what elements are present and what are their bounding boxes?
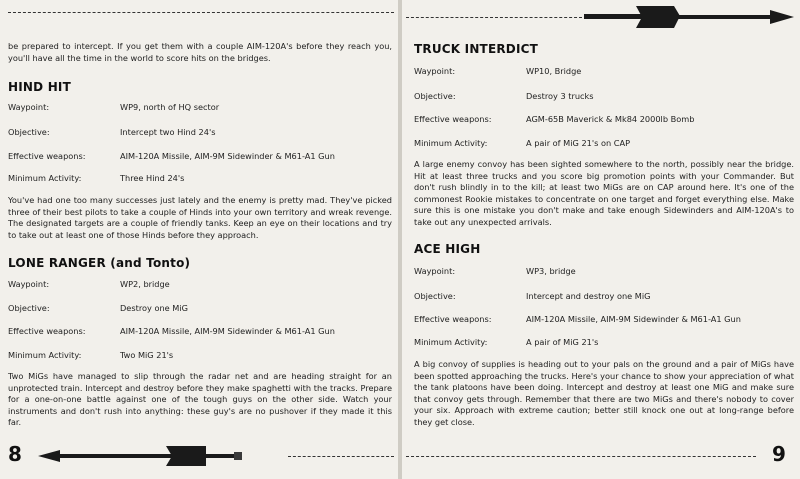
weapons-label: Effective weapons: — [414, 314, 492, 324]
weapons-value: AGM-65B Maverick & Mk84 2000lb Bomb — [526, 114, 695, 124]
activity-value: A pair of MiG 21's — [526, 337, 599, 347]
mission-row-weapons — [414, 113, 794, 125]
mission-title-ace-high: ACE HIGH — [414, 242, 481, 256]
bottom-dashed-rule — [288, 456, 394, 457]
objective-label: Objective: — [414, 291, 456, 301]
left-page — [0, 0, 398, 479]
mission-description-lone-ranger: Two MiGs have managed to slip through the radar net and are heading straight for an unprotected train. Intercept and destroy before they make spaghetti with the tracks. Prepare for a one-on-one battle against one of the tough guys on the other side. Watch your instruments and don't rush into anything: these guy's are no pushover if they made it this far. — [8, 371, 392, 428]
waypoint-value: WP3, bridge — [526, 266, 576, 276]
missile-icon — [38, 446, 278, 466]
weapons-label: Effective weapons: — [8, 151, 86, 161]
page-number-right: 9 — [772, 442, 786, 466]
mission-title-truck-interdict: TRUCK INTERDICT — [414, 42, 539, 56]
mission-description-truck-interdict: A large enemy convoy has been sighted somewhere to the north, possibly near the bridge. Hit at least three trucks and you score big promotion points with your Commander. But don't rush blindly in to the kill; at least two MiGs are on CAP around here. It's one of the commonest Rookie mistakes to concentrate on one target and forget everything else. Make sure this is one mistake you don't make and take enough Sidewinders and AIM-120A's to take out any unexpected arrivals. — [414, 159, 794, 227]
top-dashed-rule — [406, 17, 582, 18]
weapons-label: Effective weapons: — [414, 114, 492, 124]
weapons-value: AIM-120A Missile, AIM-9M Sidewinder & M61-A1 Gun — [120, 326, 335, 336]
right-page — [402, 0, 800, 479]
mission-row-objective — [414, 90, 794, 102]
mission-row-weapons — [8, 325, 392, 337]
activity-label: Minimum Activity: — [414, 138, 488, 148]
bottom-dashed-rule — [406, 456, 756, 457]
objective-value: Destroy 3 trucks — [526, 91, 594, 101]
objective-label: Objective: — [414, 91, 456, 101]
activity-value: Two MiG 21's — [120, 350, 174, 360]
mission-row-waypoint — [8, 101, 392, 113]
waypoint-label: Waypoint: — [414, 266, 456, 276]
mission-row-activity — [414, 137, 794, 149]
waypoint-label: Waypoint: — [8, 279, 50, 289]
mission-row-waypoint — [414, 65, 794, 77]
mission-row-objective — [414, 290, 794, 302]
waypoint-label: Waypoint: — [414, 66, 456, 76]
page-number-left: 8 — [8, 442, 22, 466]
top-dashed-rule — [8, 12, 394, 13]
waypoint-label: Waypoint: — [8, 102, 50, 112]
mission-row-waypoint — [8, 278, 392, 290]
mission-title-lone-ranger: LONE RANGER (and Tonto) — [8, 256, 191, 270]
mission-row-activity — [8, 349, 392, 361]
mission-row-weapons — [8, 150, 392, 162]
mission-row-waypoint — [414, 265, 794, 277]
activity-label: Minimum Activity: — [414, 337, 488, 347]
objective-label: Objective: — [8, 303, 50, 313]
mission-row-objective — [8, 126, 392, 138]
objective-label: Objective: — [8, 127, 50, 137]
weapons-value: AIM-120A Missile, AIM-9M Sidewinder & M61-A1 Gun — [526, 314, 741, 324]
mission-row-activity — [414, 336, 794, 348]
weapons-value: AIM-120A Missile, AIM-9M Sidewinder & M61-A1 Gun — [120, 151, 335, 161]
mission-row-weapons — [414, 313, 794, 325]
missile-icon — [584, 6, 794, 28]
waypoint-value: WP2, bridge — [120, 279, 170, 289]
intro-text: be prepared to intercept. If you get them with a couple AIM-120A's before they reach you, you'll have all the time in the world to score hits on the bridges. — [8, 41, 392, 63]
mission-row-objective — [8, 302, 392, 314]
waypoint-value: WP10, Bridge — [526, 66, 582, 76]
mission-row-activity — [8, 172, 392, 184]
objective-value: Destroy one MiG — [120, 303, 188, 313]
mission-title-hind-hit: HIND HIT — [8, 80, 71, 94]
activity-label: Minimum Activity: — [8, 173, 82, 183]
activity-value: Three Hind 24's — [120, 173, 185, 183]
mission-description-hind-hit: You've had one too many successes just lately and the enemy is pretty mad. They've picked three of their best pilots to take a couple of Hinds into your own territory and wreak revenge. The designated targets are a couple of friendly tanks. Keep an eye on their locations and try to take out at least one of those Hinds before they approach. — [8, 195, 392, 240]
mission-description-ace-high: A big convoy of supplies is heading out to your pals on the ground and a pair of MiGs have been spotted approaching the trucks. Here's your chance to show your appreciation of what the tank platoons have been doing. Intercept and destroy at least one MiG and make sure that convoy gets through. Remember that there are two MiGs and there's nobody to cover your six. Approach with extreme caution; better still knock one out at long-range before they get close. — [414, 359, 794, 427]
objective-value: Intercept two Hind 24's — [120, 127, 216, 137]
activity-value: A pair of MiG 21's on CAP — [526, 138, 631, 148]
waypoint-value: WP9, north of HQ sector — [120, 102, 220, 112]
weapons-label: Effective weapons: — [8, 326, 86, 336]
objective-value: Intercept and destroy one MiG — [526, 291, 651, 301]
activity-label: Minimum Activity: — [8, 350, 82, 360]
